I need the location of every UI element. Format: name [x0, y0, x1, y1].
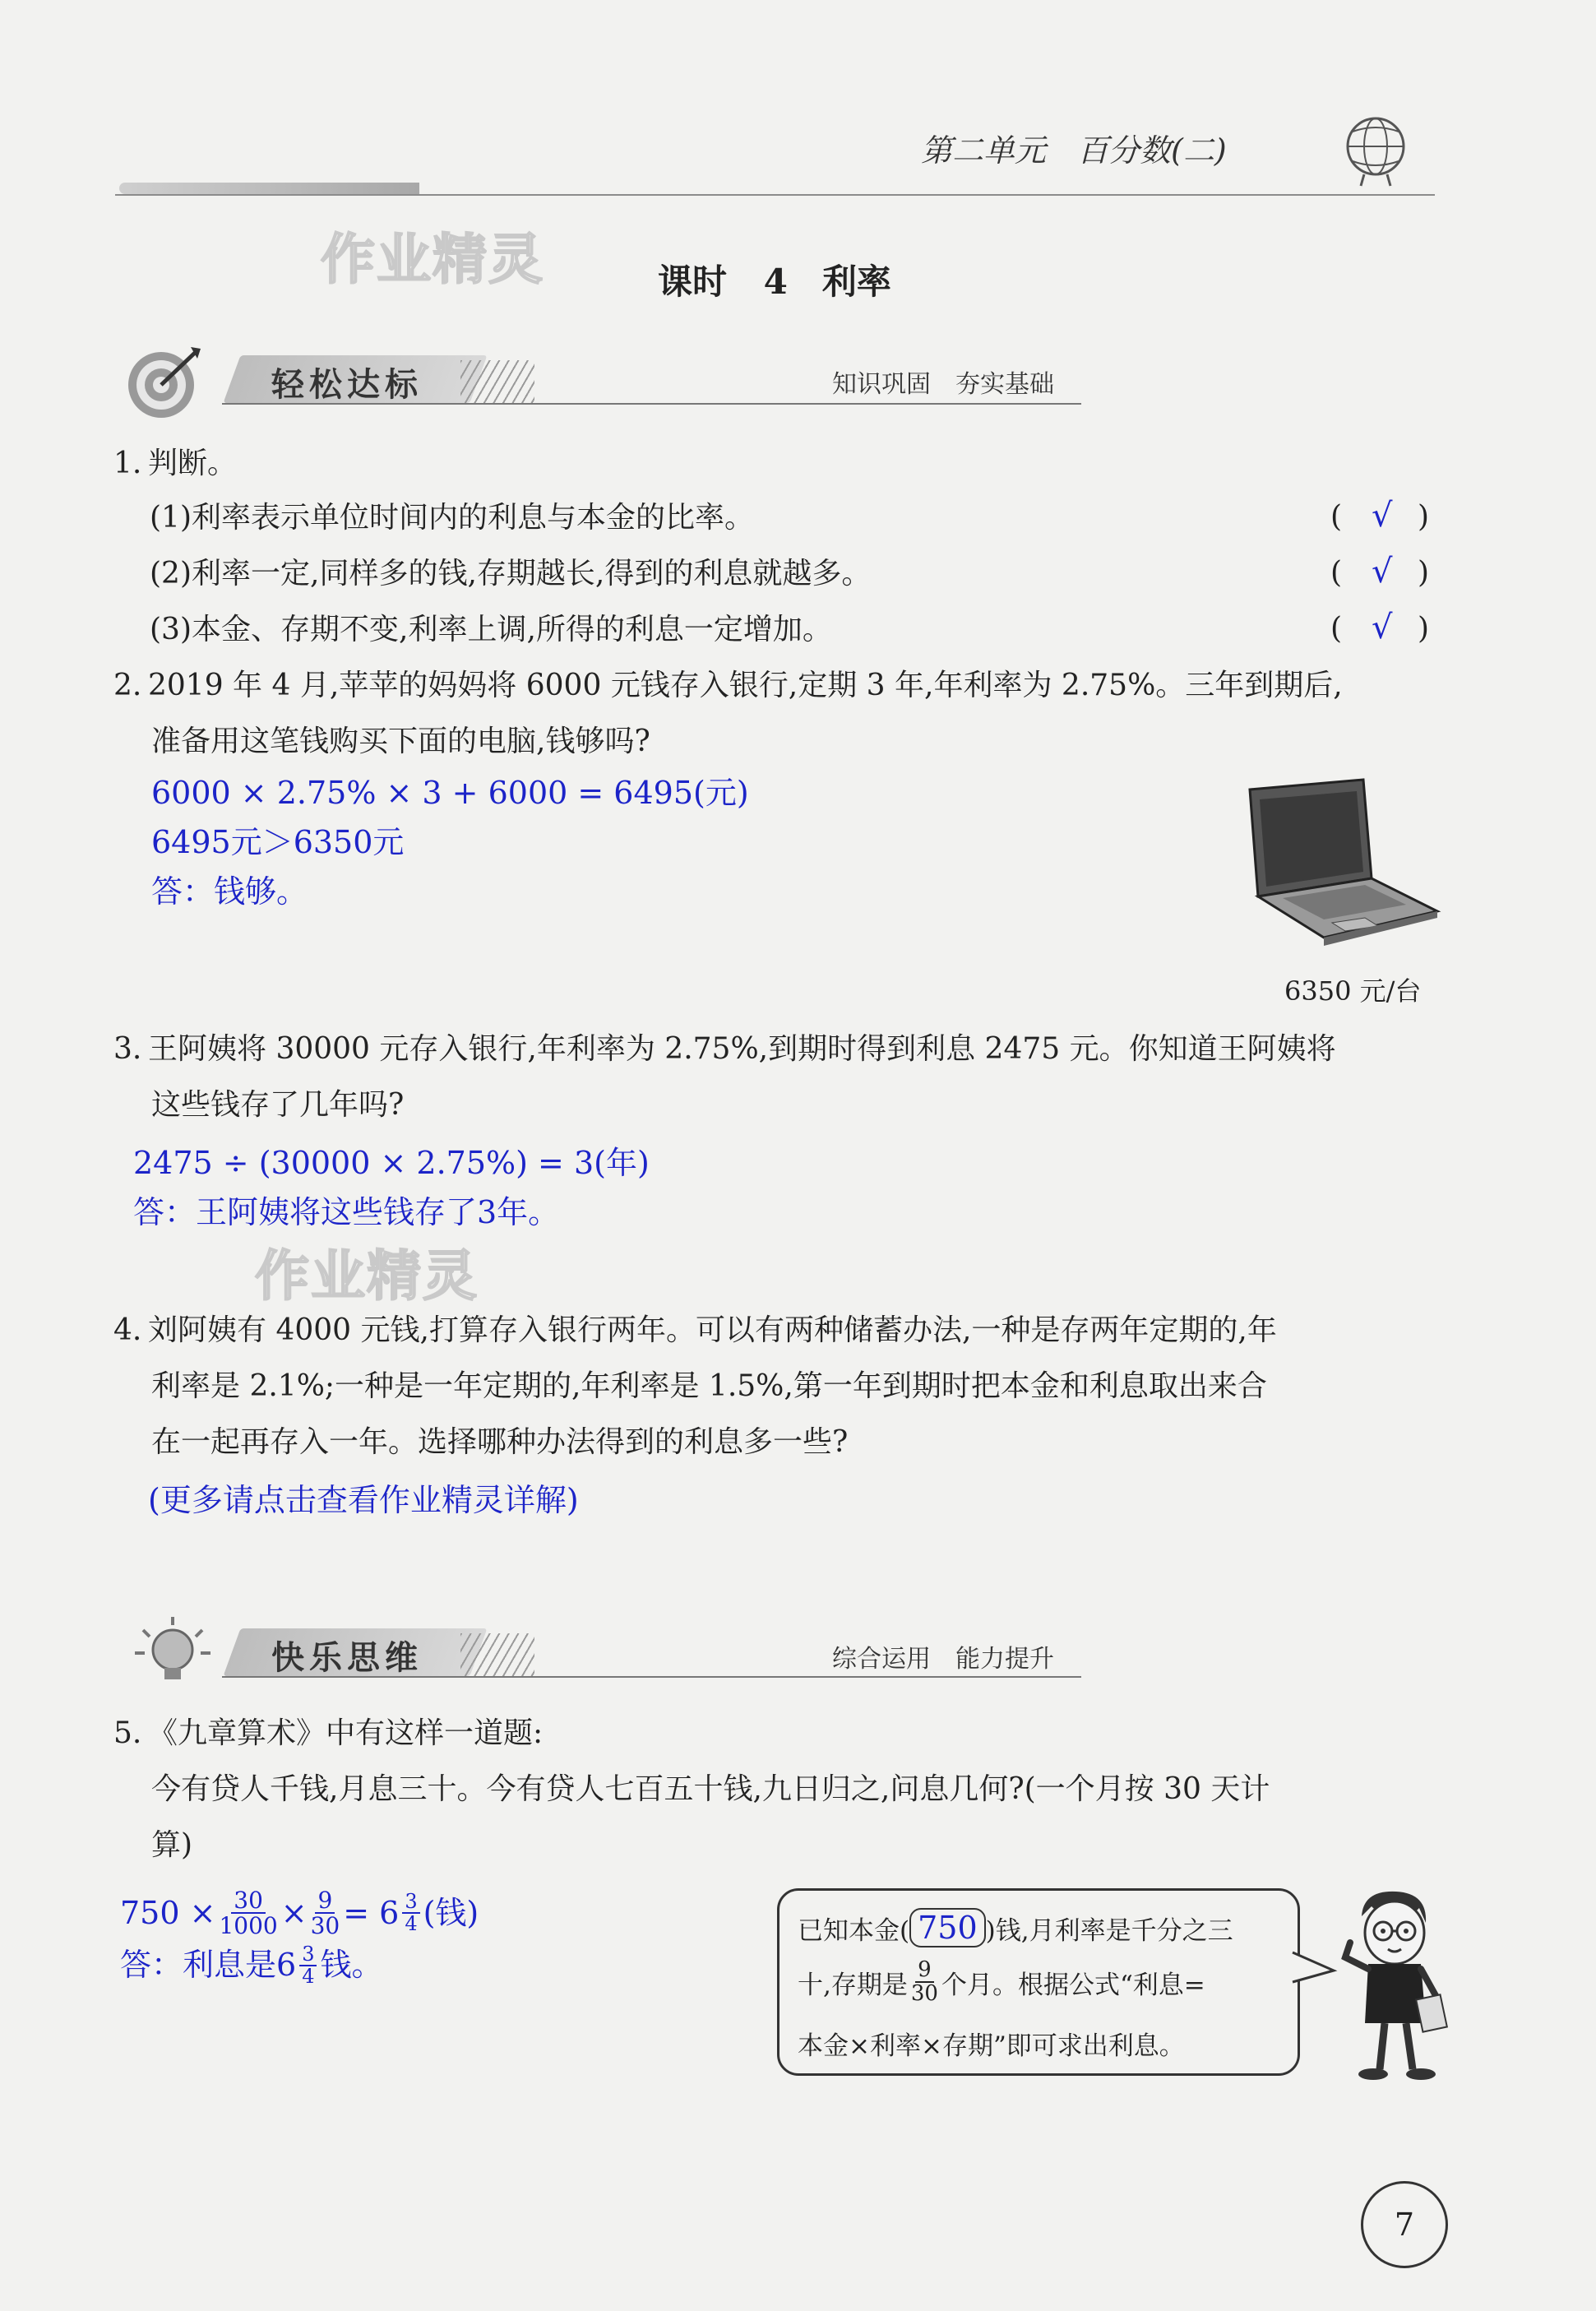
answer-line: 2475 ÷ (30000 × 2.75%) = 3(年) [133, 1145, 650, 1181]
denominator: 4 [405, 1912, 418, 1936]
numerator: 3 [299, 1944, 317, 1966]
answer-line: 6495元＞6350元 [151, 824, 405, 860]
answer-paren-open: ( [1330, 500, 1343, 534]
target-icon [123, 344, 202, 423]
price-label: 6350 元/台 [1284, 975, 1422, 1007]
denominator: 1000 [219, 1912, 278, 1940]
answer-paren-close: ) [1418, 556, 1430, 590]
lesson-title: 课时 4 利率 [658, 262, 891, 302]
cartoon-boy-illustration [1322, 1883, 1454, 2089]
globe-icon [1328, 107, 1427, 189]
question-text: 这些钱存了几年吗? [151, 1088, 405, 1122]
answer-equation [120, 1888, 479, 1938]
question-number: 2. [113, 669, 142, 702]
check-mark: √ [1372, 497, 1393, 535]
banner-stripes [460, 1633, 534, 1676]
section-label-thinking: 快乐思维 [271, 1639, 423, 1677]
hint-text: 个月。根据公式“利息= [941, 1970, 1205, 2000]
denominator: 30 [310, 1912, 340, 1940]
question-number: 3. [113, 1032, 142, 1066]
numerator: 9 [915, 1959, 934, 1983]
question-number: 1. [113, 447, 142, 480]
hint-line [798, 1959, 1205, 2006]
judge-item: (1)利率表示单位时间内的利息与本金的比率。 [150, 501, 754, 535]
unit-title: 第二单元 百分数(二) [921, 132, 1227, 169]
check-mark: √ [1372, 553, 1393, 590]
filled-answer: 750 [909, 1908, 986, 1947]
answer-line [120, 1944, 382, 1987]
answer-paren-open: ( [1330, 612, 1343, 646]
watermark: 作业精灵 [255, 1244, 479, 1308]
numerator: 9 [315, 1888, 335, 1914]
laptop-image [1233, 773, 1447, 970]
fraction [402, 1892, 419, 1934]
equation-part: 750 × [120, 1894, 216, 1931]
header-decor-bar [119, 183, 419, 194]
equation-part: = 6 [343, 1894, 400, 1931]
fraction [911, 1959, 938, 2006]
answer-paren-open: ( [1330, 556, 1343, 590]
section-subtitle-thinking: 综合运用 能力提升 [832, 1645, 1054, 1674]
page-number: 7 [1361, 2181, 1448, 2268]
section-subtitle-basic: 知识巩固 夯实基础 [832, 370, 1054, 399]
hint-line [798, 1908, 1233, 1947]
question-text: 王阿姨将 30000 元存入银行,年利率为 2.75%,到期时得到利息 2475 元。你知道王阿姨将 [148, 1032, 1336, 1066]
hint-text: 已知本金( [798, 1915, 910, 1946]
hint-text: 十,存期是 [798, 1970, 908, 2000]
question-number: 4. [113, 1313, 142, 1347]
denominator: 4 [302, 1965, 315, 1989]
watermark: 作业精灵 [321, 228, 544, 291]
numerator: 3 [402, 1892, 419, 1914]
answer-line: 6000 × 2.75% × 3 + 6000 = 6495(元) [151, 775, 749, 811]
question-text: 刘阿姨有 4000 元钱,打算存入银行两年。可以有两种储蓄办法,一种是存两年定期的,年 [148, 1313, 1277, 1347]
section-label-basic: 轻松达标 [271, 366, 423, 404]
answer-suffix: 钱。 [320, 1947, 383, 1984]
question-text: 准备用这笔钱购买下面的电脑,钱够吗? [151, 725, 650, 758]
lightbulb-icon [132, 1612, 214, 1694]
fraction [311, 1888, 340, 1938]
equation-part: (钱) [423, 1894, 479, 1931]
banner-stripes [460, 360, 534, 403]
equation-part: × [280, 1894, 308, 1931]
question-stem: 判断。 [148, 447, 238, 480]
answer-line: 答：钱够。 [151, 873, 308, 910]
question-text: 利率是 2.1%;一种是一年定期的,年利率是 1.5%,第一年到期时把本金和利息取出来合 [151, 1369, 1267, 1403]
fraction [299, 1944, 317, 1987]
question-text: 在一起再存入一年。选择哪种办法得到的利息多一些? [151, 1425, 849, 1459]
denominator: 30 [910, 1981, 938, 2007]
question-text: 今有贷人千钱,月息三十。今有贷人七百五十钱,九日归之,问息几何?(一个月按 30 天计 [151, 1772, 1270, 1806]
question-text: 《九章算术》中有这样一道题: [148, 1716, 544, 1750]
question-number: 5. [113, 1716, 142, 1750]
judge-item: (2)利率一定,同样多的钱,存期越长,得到的利息就越多。 [150, 557, 872, 590]
numerator: 30 [231, 1888, 266, 1914]
answer-line: 答：王阿姨将这些钱存了3年。 [133, 1194, 560, 1230]
header-rule [115, 194, 1435, 196]
more-detail-link[interactable]: (更多请点击查看作业精灵详解) [148, 1482, 579, 1518]
hint-text: )钱,月利率是千分之三 [985, 1915, 1233, 1946]
fraction [219, 1888, 277, 1938]
judge-item: (3)本金、存期不变,利率上调,所得的利息一定增加。 [150, 613, 832, 646]
answer-paren-close: ) [1418, 612, 1430, 646]
answer-prefix: 答：利息是6 [120, 1947, 297, 1984]
check-mark: √ [1372, 609, 1393, 646]
question-text: 2019 年 4 月,苹苹的妈妈将 6000 元钱存入银行,定期 3 年,年利率为 2.75%。三年到期后, [148, 669, 1343, 702]
question-text: 算) [151, 1828, 193, 1862]
answer-paren-close: ) [1418, 500, 1430, 534]
hint-line: 本金×利率×存期”即可求出利息。 [798, 2031, 1185, 2061]
